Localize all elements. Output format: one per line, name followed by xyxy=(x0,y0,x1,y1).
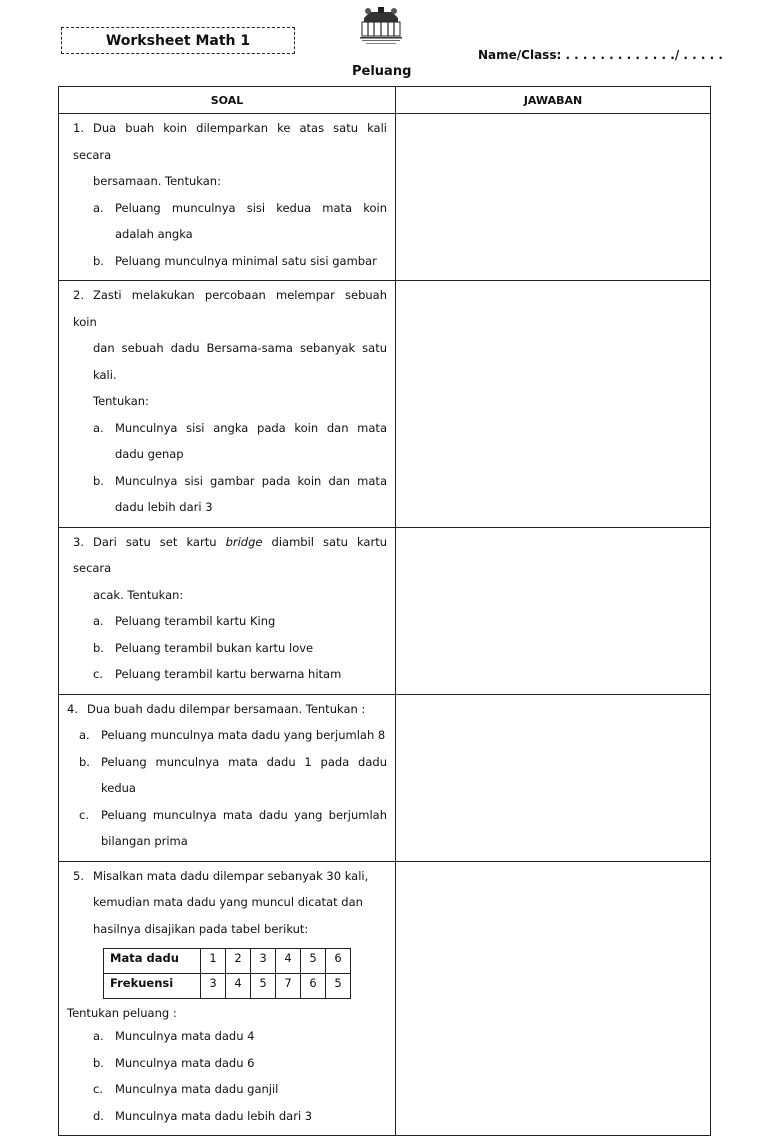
table-cell: 3 xyxy=(251,949,276,974)
header-row xyxy=(59,87,711,114)
question-row xyxy=(59,694,711,861)
table-row xyxy=(104,974,351,999)
sub-question: b. Munculnya sisi gambar pada koin dan mata dadu lebih dari 3 xyxy=(93,473,387,514)
sub-question: a. Peluang terambil kartu King xyxy=(93,614,276,628)
sub-question: a. Peluang munculnya mata dadu yang berjumlah 8 xyxy=(79,728,386,742)
answer-cell[interactable] xyxy=(396,114,711,281)
sub-question: b. Peluang terambil bukan kartu love xyxy=(93,640,314,655)
header-soal: SOAL xyxy=(59,87,396,114)
name-class-field: Name/Class: . . . . . . . . . . . . ./ . . . . . xyxy=(478,48,723,62)
answer-cell[interactable] xyxy=(396,694,711,861)
table-cell: 6 xyxy=(326,949,351,974)
sub-question: c. Munculnya mata dadu ganjil xyxy=(93,1082,279,1096)
question-cell: 1. Dua buah koin dilemparkan ke atas satu kali secara bersamaan. Tentukan: a. Peluang munculnya sisi kedua mata koin adalah angka b. Peluang munculnya minimal satu sisi gambar xyxy=(59,114,396,281)
question-row xyxy=(59,281,711,528)
worksheet-title: Worksheet Math 1 xyxy=(61,27,295,54)
question-cell: 3. Dari satu set kartu bridge diambil satu kartu secara acak. Tentukan: a. Peluang terambil kartu King b. Peluang terambil bukan kartu love c. Peluang terambil kartu berwarna hitam xyxy=(59,527,396,694)
table-row-label: Frekuensi xyxy=(104,974,201,999)
sub-question: c. Peluang terambil kartu berwarna hitam xyxy=(93,667,342,681)
answer-cell[interactable] xyxy=(396,861,711,1136)
table-cell: 2 xyxy=(226,949,251,974)
table-cell: 5 xyxy=(301,949,326,974)
sub-question: a. Munculnya sisi angka pada koin dan mata dadu genap xyxy=(93,420,387,461)
question-cell: 2. Zasti melakukan percobaan melempar sebuah koin dan sebuah dadu Bersama-sama sebanyak satu kali. Tentukan: a. Munculnya sisi angka pada koin dan mata dadu genap b. Munculnya sisi gambar pada koin dan mata dadu lebih dari 3 xyxy=(59,281,396,528)
page-title: Peluang xyxy=(352,64,412,79)
question-cell: 4. Dua buah dadu dilempar bersamaan. Tentukan : a. Peluang munculnya mata dadu yang berjumlah 8 b. Peluang munculnya mata dadu 1 pada dadu kedua c. Peluang munculnya mata dadu yang berjumlah bilangan prima xyxy=(59,694,396,861)
school-logo-icon xyxy=(356,6,406,46)
table-row xyxy=(104,949,351,974)
sub-question: a. Munculnya mata dadu 4 xyxy=(93,1029,255,1043)
sub-question: d. Munculnya mata dadu lebih dari 3 xyxy=(93,1108,313,1123)
question-cell: 5. Misalkan mata dadu dilempar sebanyak 30 kali, kemudian mata dadu yang muncul dicatat dan hasilnya disajikan pada tabel berikut: Mata dadu 1 2 3 4 5 6 Frekuensi 3 4 5 7 6 5 Tentukan peluang : a. Munculnya mata dadu 4 b. Munculnya mata dadu 6 c. Munculnya mata dadu ganjil d. Munculnya mata dadu lebih dari 3 xyxy=(59,861,396,1136)
prompt-text: Tentukan peluang : xyxy=(67,1006,177,1020)
worksheet-table xyxy=(58,86,711,1136)
table-cell: 5 xyxy=(251,974,276,999)
question-row xyxy=(59,527,711,694)
frequency-table xyxy=(103,948,351,999)
question-row xyxy=(59,114,711,281)
sub-question: b. Peluang munculnya minimal satu sisi gambar xyxy=(93,253,377,268)
header-jawaban: JAWABAN xyxy=(396,87,711,114)
table-cell: 4 xyxy=(276,949,301,974)
sub-question: a. Peluang munculnya sisi kedua mata koin adalah angka xyxy=(93,200,387,241)
answer-cell[interactable] xyxy=(396,527,711,694)
question-row xyxy=(59,861,711,1136)
answer-cell[interactable] xyxy=(396,281,711,528)
table-cell: 5 xyxy=(326,974,351,999)
sub-question: b. Peluang munculnya mata dadu 1 pada dadu kedua xyxy=(79,754,387,795)
sub-question: c. Peluang munculnya mata dadu yang berjumlah bilangan prima xyxy=(79,807,387,848)
table-row-label: Mata dadu xyxy=(104,949,201,974)
table-cell: 4 xyxy=(226,974,251,999)
table-cell: 7 xyxy=(276,974,301,999)
table-cell: 3 xyxy=(201,974,226,999)
table-cell: 1 xyxy=(201,949,226,974)
sub-question: b. Munculnya mata dadu 6 xyxy=(93,1055,255,1070)
table-cell: 6 xyxy=(301,974,326,999)
